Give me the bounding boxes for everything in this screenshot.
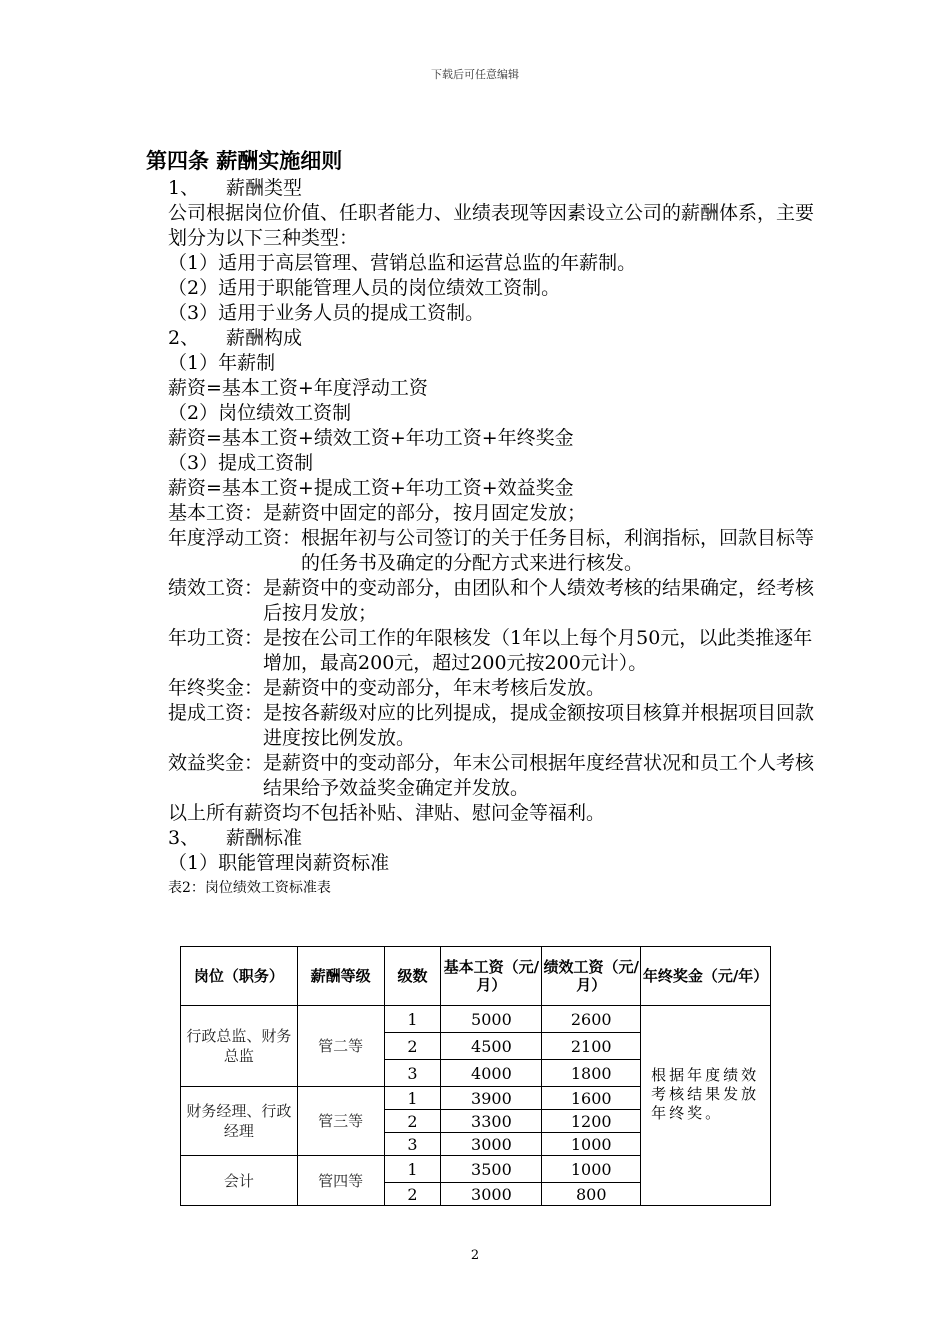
definition-item xyxy=(168,626,826,676)
level-cell: 2 xyxy=(384,1110,441,1133)
definition-text: 是薪资中的变动部分，由团队和个人绩效考核的结果确定，经考核后按月发放； xyxy=(263,577,815,624)
column-header: 岗位（职务） xyxy=(181,947,298,1006)
definition-text: 根据年初与公司签订的关于任务目标，利润指标，回款目标等的任务书及确定的分配方式来进行核发。 xyxy=(301,527,815,574)
base-salary-cell: 3000 xyxy=(441,1133,542,1156)
structure-line: 薪资=基本工资+提成工资+年功工资+效益奖金 xyxy=(168,477,574,499)
definition-label: 年功工资： xyxy=(168,627,264,649)
intro-paragraph: 公司根据岗位价值、任职者能力、业绩表现等因素设立公司的薪酬体系，主要划分为以下三种类型： xyxy=(168,202,815,249)
definition-label: 年终奖金： xyxy=(168,677,264,699)
table-header-row xyxy=(181,947,771,1006)
base-salary-cell: 3500 xyxy=(441,1156,542,1183)
definition-text: 是薪资中固定的部分，按月固定发放； xyxy=(263,502,587,524)
level-cell: 1 xyxy=(384,1087,441,1110)
subsection-label: 薪酬类型 xyxy=(226,177,303,199)
definition-item xyxy=(168,501,826,526)
subsection-heading xyxy=(168,326,826,351)
column-header: 级数 xyxy=(384,947,441,1006)
post-cell: 行政总监、财务总监 xyxy=(181,1006,298,1087)
subsection-number: 3、 xyxy=(168,827,200,849)
structure-line: 薪资=基本工资+绩效工资+年功工资+年终奖金 xyxy=(168,427,574,449)
definition-item xyxy=(168,751,826,801)
table-row xyxy=(181,1006,771,1033)
standard-subheading: （1）职能管理岗薪资标准 xyxy=(168,852,390,874)
subsection-number: 1、 xyxy=(168,177,200,199)
subsection-label: 薪酬标准 xyxy=(226,827,303,849)
base-salary-cell: 5000 xyxy=(441,1006,542,1033)
page-number: 2 xyxy=(470,1248,480,1263)
salary-standard-table xyxy=(180,946,771,1206)
grade-cell: 管二等 xyxy=(297,1006,384,1087)
column-header: 绩效工资（元/月） xyxy=(542,947,641,1006)
type-item: （2）适用于职能管理人员的岗位绩效工资制。 xyxy=(168,277,561,299)
bonus-note-cell: 根据年度绩效考核结果发放年终奖。 xyxy=(641,1006,771,1206)
performance-salary-cell: 2100 xyxy=(542,1033,641,1060)
subsection-number: 2、 xyxy=(168,327,200,349)
table-caption: 表2：岗位绩效工资标准表 xyxy=(168,880,331,896)
structure-line: （2）岗位绩效工资制 xyxy=(168,402,352,424)
column-header: 薪酬等级 xyxy=(297,947,384,1006)
type-item: （1）适用于高层管理、营销总监和运营总监的年薪制。 xyxy=(168,252,637,274)
structure-line: 薪资=基本工资+年度浮动工资 xyxy=(168,377,428,399)
type-item: （3）适用于业务人员的提成工资制。 xyxy=(168,302,485,324)
definition-label: 年度浮动工资： xyxy=(168,527,302,549)
performance-salary-cell: 1200 xyxy=(542,1110,641,1133)
definition-label: 提成工资： xyxy=(168,702,264,724)
subsection-heading xyxy=(168,826,826,851)
performance-salary-cell: 1000 xyxy=(542,1133,641,1156)
definition-label: 基本工资： xyxy=(168,502,264,524)
definition-text: 是薪资中的变动部分，年末公司根据年度经营状况和员工个人考核结果给予效益奖金确定并发放。 xyxy=(263,752,815,799)
subsection-label: 薪酬构成 xyxy=(226,327,303,349)
grade-cell: 管三等 xyxy=(297,1087,384,1156)
level-cell: 2 xyxy=(384,1033,441,1060)
definition-text: 是按各薪级对应的比列提成，提成金额按项目核算并根据项目回款进度按比例发放。 xyxy=(263,702,815,749)
performance-salary-cell: 2600 xyxy=(542,1006,641,1033)
definition-item xyxy=(168,526,826,576)
base-salary-cell: 3000 xyxy=(441,1183,542,1206)
post-cell: 财务经理、行政经理 xyxy=(181,1087,298,1156)
column-header: 年终奖金（元/年） xyxy=(641,947,771,1006)
definition-label: 效益奖金： xyxy=(168,752,264,774)
level-cell: 3 xyxy=(384,1060,441,1087)
definition-label: 绩效工资： xyxy=(168,577,264,599)
column-header: 基本工资（元/月） xyxy=(441,947,542,1006)
grade-cell: 管四等 xyxy=(297,1156,384,1206)
section-title: 第四条 薪酬实施细则 xyxy=(146,148,343,173)
base-salary-cell: 3300 xyxy=(441,1110,542,1133)
document-body xyxy=(146,146,826,898)
structure-line: （3）提成工资制 xyxy=(168,452,314,474)
level-cell: 1 xyxy=(384,1156,441,1183)
level-cell: 2 xyxy=(384,1183,441,1206)
definition-item xyxy=(168,676,826,701)
subsection-heading xyxy=(168,176,826,201)
performance-salary-cell: 800 xyxy=(542,1183,641,1206)
base-salary-cell: 4500 xyxy=(441,1033,542,1060)
level-cell: 3 xyxy=(384,1133,441,1156)
performance-salary-cell: 1600 xyxy=(542,1087,641,1110)
performance-salary-cell: 1000 xyxy=(542,1156,641,1183)
level-cell: 1 xyxy=(384,1006,441,1033)
page-header: 下载后可任意编辑 xyxy=(431,68,519,81)
definition-text: 是按在公司工作的年限核发（1年以上每个月50元，以此类推逐年增加，最高200元，超过200元按200元计）。 xyxy=(263,627,813,674)
definition-item xyxy=(168,701,826,751)
welfare-note: 以上所有薪资均不包括补贴、津贴、慰问金等福利。 xyxy=(168,802,606,824)
definition-text: 是薪资中的变动部分，年末考核后发放。 xyxy=(263,677,606,699)
post-cell: 会计 xyxy=(181,1156,298,1206)
performance-salary-cell: 1800 xyxy=(542,1060,641,1087)
definition-item xyxy=(168,576,826,626)
structure-line: （1）年薪制 xyxy=(168,352,276,374)
base-salary-cell: 3900 xyxy=(441,1087,542,1110)
base-salary-cell: 4000 xyxy=(441,1060,542,1087)
